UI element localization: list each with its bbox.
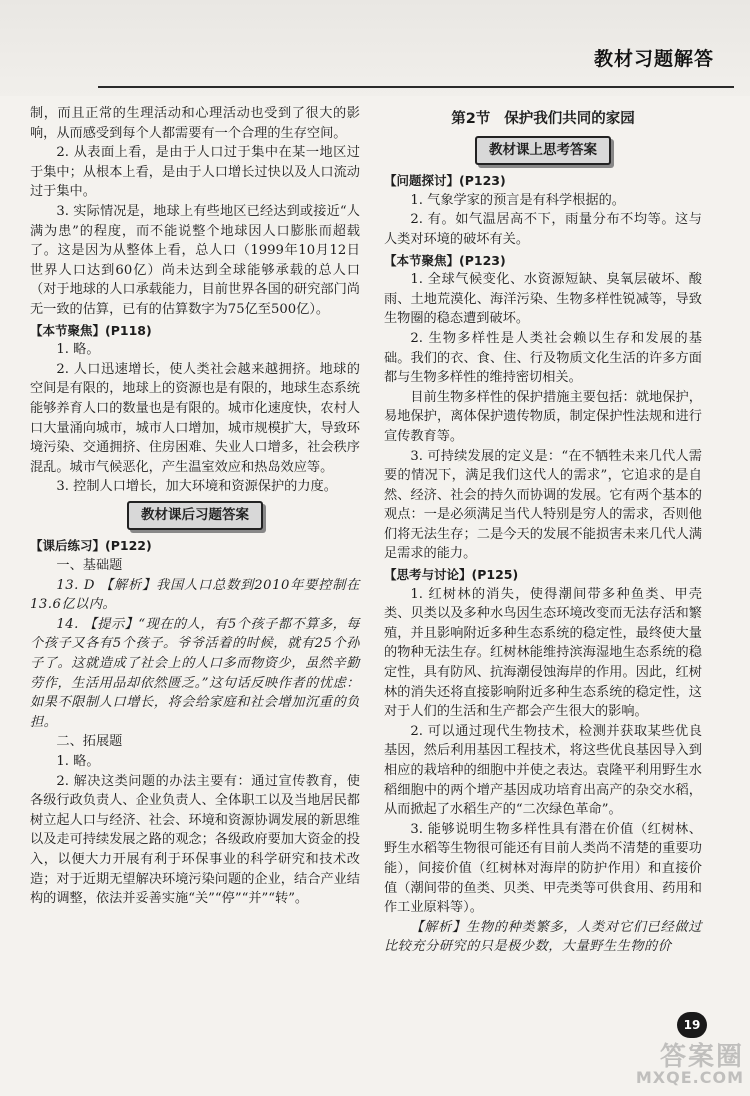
subheading: 一、基础题 — [56, 558, 123, 574]
paragraph: 3. 可持续发展的定义是：“在不牺牲未来几代人需要的情况下，满足我们这代人的需求”，它追求的是自然、经济、社会的持久而协调的发展。它有两个基本的观点：一是必须满足当代人特别是穷人的需求，否则他们将无法生存；二是今天的发展不能损害未来几代人满足需求的能力。 — [384, 448, 702, 562]
boxed-heading: 教材课后习题答案 — [127, 501, 263, 531]
paragraph: 1. 略。 — [56, 754, 100, 769]
marker-label: 【本节聚焦】 — [30, 322, 106, 338]
left-column — [30, 104, 360, 909]
marker-label: 【课后练习】 — [30, 538, 106, 554]
page-ref: (P125) — [471, 567, 519, 583]
header-title: 教材习题解答 — [593, 48, 714, 70]
watermark-text: 答案圈 — [659, 1042, 744, 1072]
paragraph: 2. 解决这类问题的办法主要有：通过宣传教育，使各级行政负责人、企业负责人、全体职工以及当地居民都树立起人口与经济、社会、环境和资源协调发展的新思维以及走可持续发展之路的观念；各级政府要加大资金的投入，以便大力开展有利于环保事业的科学研究和技术改造；对于近期无望解决环境污染问题的企业，结合产业结构的调整，依法并妥善实施“关”“停”“并”“转”。 — [30, 773, 360, 907]
paragraph: 【解析】生物的种类繁多，人类对它们已经做过比较充分研究的只是极少数，大量野生生物的价 — [384, 919, 702, 955]
watermark-url: MXQE.COM — [635, 1068, 744, 1087]
paragraph: 2. 人口迅速增长，使人类社会越来越拥挤。地球的空间是有限的，地球上的资源也是有限的，地球生态系统能够养育人口的数量也是有限的。城市化速度快，农村人口大量涌向城市，城市人口增加，城市规模扩大，导致环境污染、交通拥挤、住房困难、失业人口增多，社会秩序混乱。城市气候恶化，产生温室效应和热岛效应等。 — [30, 361, 360, 475]
page-header — [0, 0, 750, 96]
paragraph: 1. 全球气候变化、水资源短缺、臭氧层破坏、酸雨、土地荒漠化、海洋污染、生物多样性锐减等，导致生物圈的稳态遭到破坏。 — [384, 272, 702, 327]
paragraph: 1. 红树林的消失，使得潮间带多种鱼类、甲壳类、贝类以及多种水鸟因生态环境改变而无法存活和繁殖，并且影响附近多种生态系统的稳定性，最终使大量的物种无法生存。红树林能维持滨海湿地生态系统的稳定性，具有防风、抗海潮侵蚀海岸的作用。因此，红树林的消失还将直接影响附近多种生态系统的稳定性，这对于人们的生活和生产都会产生很大的影响。 — [384, 586, 702, 720]
paragraph: 1. 略。 — [56, 342, 100, 358]
subheading: 二、拓展题 — [56, 734, 123, 750]
section-marker — [384, 565, 702, 585]
section-name: 保护我们共同的家园 — [504, 111, 635, 127]
paragraph: 目前生物多样性的保护措施主要包括：就地保护，易地保护，离体保护遗传物质，制定保护性法规和进行宣传教育等。 — [384, 389, 702, 444]
paragraph: 14. 【提示】“现在的人，有5个孩子都不算多，每个孩子又各有5个孩子。爷爷活着的时候，就有25个孙子了。这就造成了社会上的人口多而物资少，虽然辛勤劳作，生活用品却依然匮乏。”这句话反映作者的忧虑：如果不限制人口增长，将会给家庭和社会增加沉重的负担。 — [30, 616, 360, 730]
paragraph: 2. 可以通过现代生物技术，检测并获取某些优良基因，然后利用基因工程技术，将这些优良基因导入到相应的栽培种的细胞中并使之表达。袁隆平利用野生水稻细胞中的两个增产基因成功培育出高产的杂交水稻，从而掀起了水稻生产的“二次绿色革命”。 — [384, 723, 702, 818]
right-column — [384, 104, 702, 957]
page-number: 19 — [677, 1012, 707, 1038]
paragraph: 制，而且正常的生理活动和心理活动也受到了很大的影响，从而感受到每个人都需要有一个合理的生存空间。 — [30, 106, 360, 141]
section-marker — [384, 171, 702, 191]
paragraph: 1. 气象学家的预言是有科学根据的。 — [410, 192, 625, 208]
section-marker — [30, 321, 360, 341]
marker-label: 【本节聚焦】 — [384, 252, 460, 268]
header-rule — [98, 86, 734, 88]
paragraph: 2. 生物多样性是人类社会赖以生存和发展的基础。我们的衣、食、住、行及物质文化生活的许多方面都与生物多样性的维持密切相关。 — [384, 330, 702, 386]
page-ref: (P123) — [459, 252, 506, 268]
section-marker — [384, 251, 702, 271]
page-ref: (P118) — [105, 322, 152, 338]
paragraph: 2. 有。如气温居高不下，雨量分布不均等。这与人类对环境的破坏有关。 — [384, 212, 702, 247]
paragraph: 2. 从表面上看，是由于人口过于集中在某一地区过于集中；从根本上看，是由于人口增长过快以及人口流动过于集中。 — [30, 145, 360, 200]
page-ref: (P123) — [459, 173, 506, 189]
watermark-logo — [600, 1036, 750, 1096]
marker-label: 【思考与讨论】 — [384, 567, 472, 583]
paragraph: 3. 实际情况是，地球上有些地区已经达到或接近“人满为患”的程度，而不能说整个地球因人口膨胀而超载了。这是因为从整体上看，总人口（1999年10月12日世界人口达到60亿）尚未达到全球能够承载的总人口（对于地球的人口承载能力，目前世界各国的研究部门尚无一致的估算，已有的估算数字为75亿至500亿）。 — [30, 203, 360, 317]
paragraph: 3. 控制人口增长，加大环境和资源保护的力度。 — [56, 479, 337, 495]
section-marker — [30, 536, 360, 556]
marker-label: 【问题探讨】 — [384, 173, 460, 189]
section-title — [384, 110, 702, 130]
boxed-heading: 教材课上思考答案 — [475, 136, 611, 166]
page-ref: (P122) — [105, 538, 152, 554]
paragraph: 13. D 【解析】我国人口总数到2010年要控制在13.6亿以内。 — [30, 577, 360, 613]
paragraph: 3. 能够说明生物多样性具有潜在价值（红树林、野生水稻等生物很可能还有目前人类尚不清楚的重要功能），间接价值（红树林对海岸的防护作用）和直接价值（潮间带的鱼类、贝类、甲壳类等可供食用、药用和作工业原料等）。 — [384, 821, 702, 916]
section-number: 第2节 — [451, 111, 491, 127]
